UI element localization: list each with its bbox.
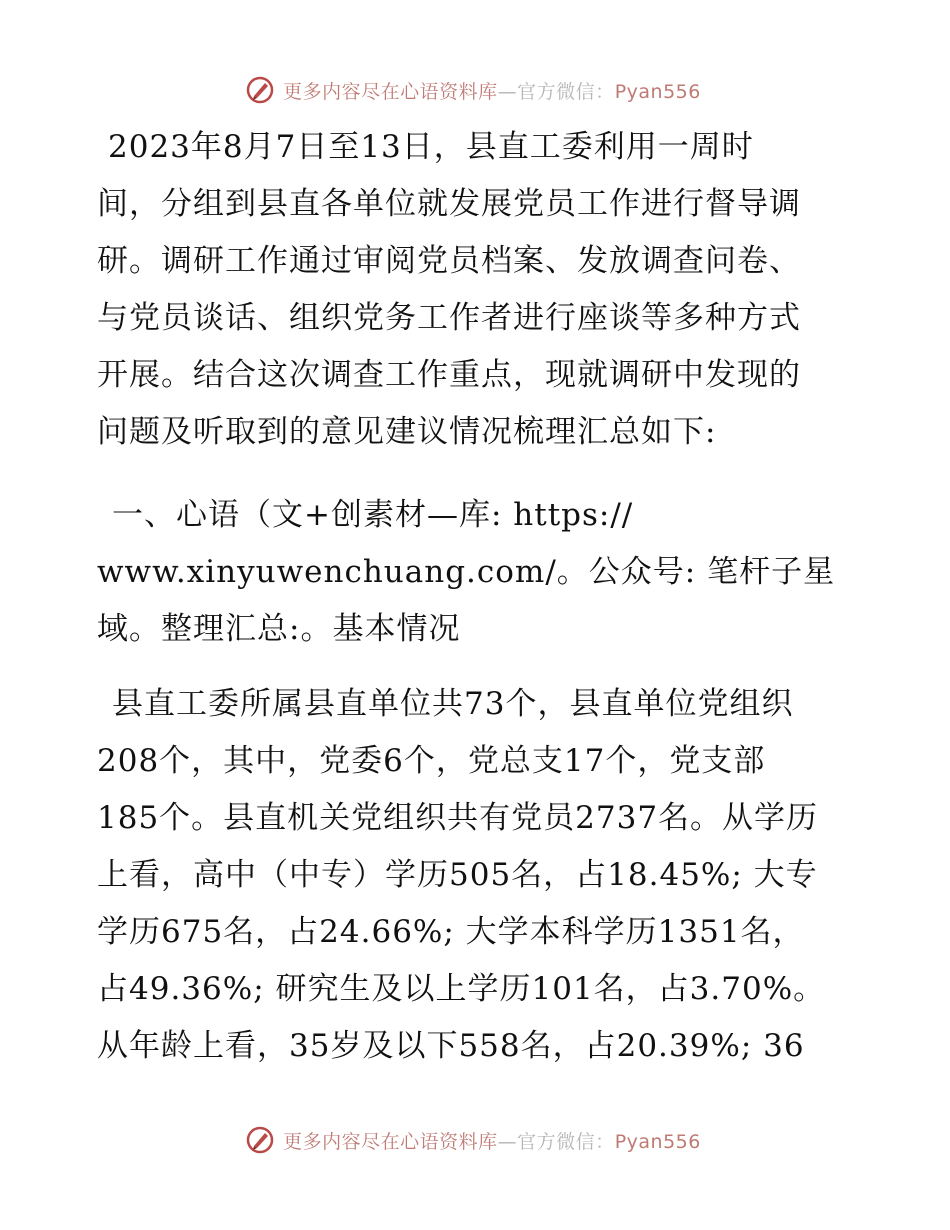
banner-site-text: 更多内容尽在心语资料库 bbox=[283, 80, 498, 103]
banner-site-text: 更多内容尽在心语资料库 bbox=[283, 1130, 498, 1153]
banner-wechat-label: 官方微信： bbox=[517, 1130, 615, 1153]
paragraph-line: 研。调研工作通过审阅党员档案、发放调查问卷、 bbox=[97, 243, 801, 279]
banner-dash: — bbox=[497, 80, 518, 103]
paragraph-line: 间，分组到县直各单位就发展党员工作进行督导调 bbox=[97, 186, 801, 222]
paragraph-line: 2023年8月7日至13日，县直工委利用一周时 bbox=[108, 129, 754, 165]
banner-wechat-label: 官方微信： bbox=[517, 80, 615, 103]
paragraph-line: 与党员谈话、组织党务工作者进行座谈等多种方式 bbox=[97, 300, 801, 336]
paragraph-line: 208个，其中，党委6个，党总支17个，党支部 bbox=[97, 743, 766, 779]
pen-logo-icon bbox=[245, 75, 275, 105]
header-banner bbox=[0, 70, 950, 110]
paragraph-line: 从年龄上看，35岁及以下558名，占20.39%; 36 bbox=[97, 1028, 805, 1064]
paragraph-line: 占49.36%; 研究生及以上学历101名，占3.70%。 bbox=[97, 971, 826, 1007]
paragraph-line: 上看，高中（中专）学历505名，占18.45%; 大专 bbox=[97, 857, 818, 893]
footer-banner bbox=[0, 1120, 950, 1160]
paragraph-line: 开展。结合这次调查工作重点，现就调研中发现的 bbox=[97, 357, 801, 393]
section-heading-line: www.xinyuwenchuang.com/。公众号: 笔杆子星 bbox=[97, 554, 836, 590]
section-heading-line: 域。整理汇总:。基本情况 bbox=[97, 611, 461, 647]
section-heading-line: 一、心语（文+创素材—库: https:// bbox=[112, 497, 634, 533]
banner-wechat-id: Pyan556 bbox=[614, 80, 701, 103]
pen-logo-icon bbox=[245, 1125, 275, 1155]
paragraph-line: 学历675名，占24.66%; 大学本科学历1351名， bbox=[97, 914, 805, 950]
paragraph-line: 185个。县直机关党组织共有党员2737名。从学历 bbox=[97, 800, 819, 836]
paragraph-line: 问题及听取到的意见建议情况梳理汇总如下: bbox=[97, 414, 717, 450]
paragraph-line: 县直工委所属县直单位共73个，县直单位党组织 bbox=[112, 686, 794, 722]
banner-wechat-id: Pyan556 bbox=[614, 1130, 701, 1153]
banner-dash: — bbox=[497, 1130, 518, 1153]
